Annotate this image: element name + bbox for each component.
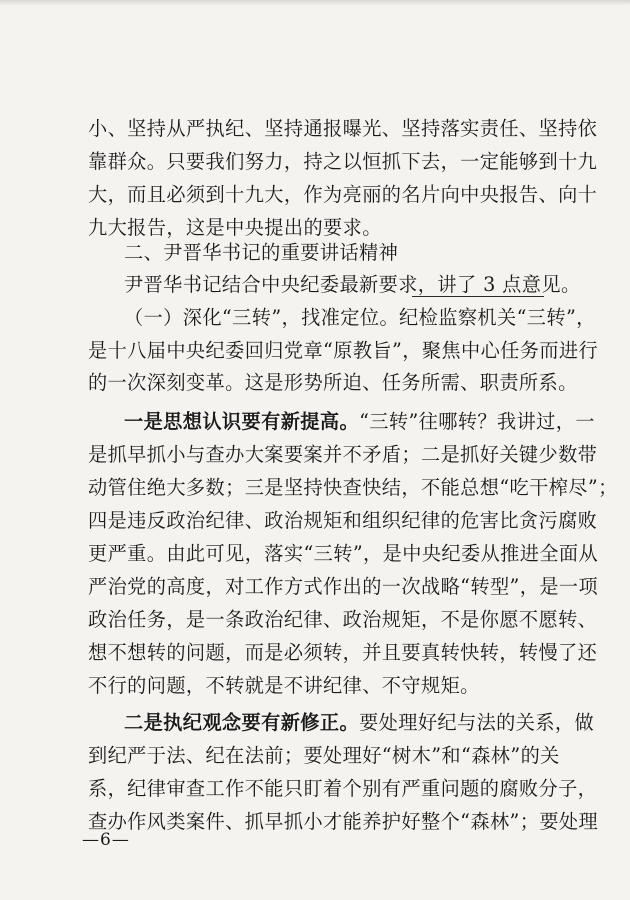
subsection-heading: （一）深化“三转”，找准定位。纪检监察机关“三转”， bbox=[124, 306, 596, 329]
body-line-6: 尹晋华书记结合中央纪委最新要求，讲了 3 点意见。 bbox=[124, 273, 581, 296]
point-two-line bbox=[124, 706, 595, 740]
point-one-text: “三转”往哪转？我讲过，一 bbox=[359, 410, 595, 433]
handwritten-underline bbox=[412, 296, 544, 297]
body-line-18: 不行的问题，不转就是不讲纪律、不守规矩。 bbox=[88, 674, 480, 697]
body-line-14: 更严重。由此可见，落实“三转”，是中央纪委从推进全面从 bbox=[88, 542, 599, 565]
body-line-20: 到纪严于法、纪在法前；要处理好“树木”和“森林”的关 bbox=[88, 744, 560, 767]
body-line-11: 是抓早抓小与查办大案要案并不矛盾；二是抓好关键少数带 bbox=[88, 443, 598, 466]
body-line-15: 严治党的高度，对工作方式作出的一次战略“转型”，是一项 bbox=[88, 575, 599, 598]
point-one-line bbox=[124, 405, 595, 439]
point-two-heading: 二是执纪观念要有新修正。 bbox=[124, 711, 360, 734]
body-line-16: 政治任务，是一条政治纪律、政治规矩，不是你愿不愿转、 bbox=[88, 608, 598, 631]
body-line-3: 大，而且必须到十九大，作为亮丽的名片向中央报告、向十 bbox=[88, 183, 598, 206]
page-number: —6— bbox=[82, 830, 130, 850]
body-line-21: 系，纪律审查工作不能只盯着个别有严重问题的腐败分子， bbox=[88, 777, 598, 800]
body-line-9: 的一次深刻变革。这是形势所迫、任务所需、职责所系。 bbox=[88, 371, 578, 394]
body-line-13: 四是违反政治纪律、政治规矩和组织纪律的危害比贪污腐败 bbox=[88, 509, 598, 532]
body-line-17: 想不想转的问题，而是必须转，并且要真转快转，转慢了还 bbox=[88, 641, 598, 664]
page-top-edge bbox=[0, 0, 630, 6]
body-line-1: 小、坚持从严执纪、坚持通报曝光、坚持落实责任、坚持依 bbox=[88, 117, 598, 140]
body-line-12: 动管住绝大多数；三是坚持快查快结，不能总想“吃干榨尽”； bbox=[88, 476, 618, 499]
body-line-2: 靠群众。只要我们努力，持之以恒抓下去，一定能够到十九 bbox=[88, 150, 598, 173]
point-one-heading: 一是思想认识要有新提高。 bbox=[124, 410, 360, 433]
body-line-22: 查办作风类案件、抓早抓小才能养护好整个“森林”；要处理 bbox=[88, 810, 599, 833]
section-heading: 二、尹晋华书记的重要讲话精神 bbox=[124, 241, 399, 264]
body-line-8: 是十八届中央纪委回归党章“原教旨”，聚焦中心任务而进行 bbox=[88, 339, 599, 362]
body-line-4: 九大报告，这是中央提出的要求。 bbox=[88, 216, 382, 239]
point-two-text: 要处理好纪与法的关系，做 bbox=[359, 711, 595, 734]
